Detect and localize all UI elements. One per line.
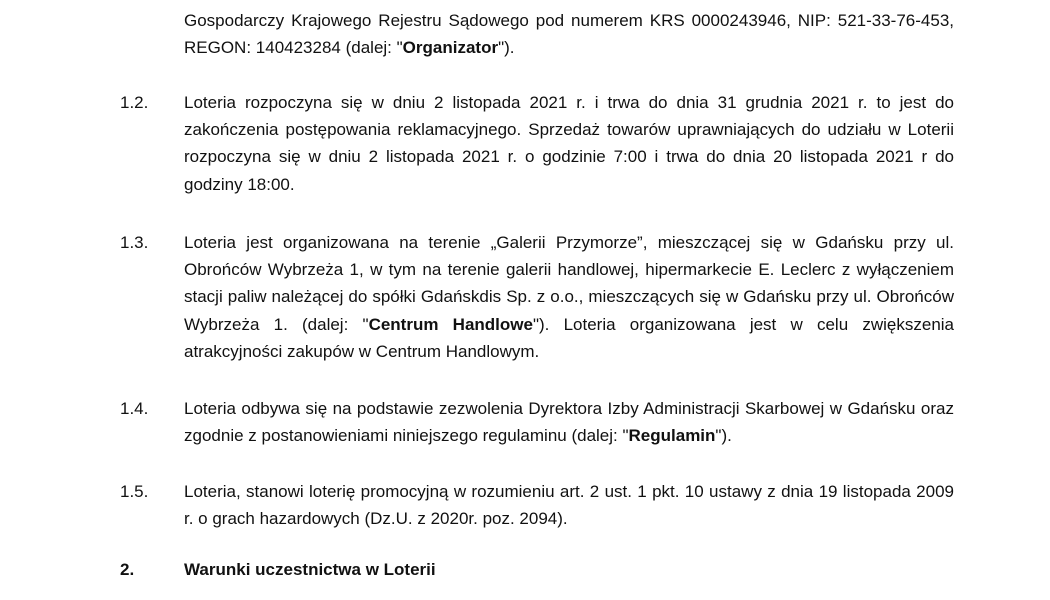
paragraph-number: 1.2. (120, 93, 149, 112)
paragraph-text-part: "). (715, 426, 732, 446)
section-title: Warunki uczestnictwa w Loterii (184, 560, 436, 579)
paragraph-defined-term: Regulamin (628, 426, 716, 446)
paragraph-text-part: Loteria jest organizowana na terenie „Galerii Przymorze”, mieszczącej się w Gdańsku przy ul. Obrońców Wybrzeża 1, w tym na terenie galerii handlowej, hipermarkecie E. Leclerc z wyłączeniem stacji paliw należącej do spółki Gdańskdis Sp. z o.o., mieszczących się w Gdańsku przy ul. Obrońców Wybrzeża 1. (dalej: " (184, 233, 954, 334)
paragraph-text (184, 89, 954, 198)
paragraph-number: 1.4. (120, 399, 149, 418)
continuation-defined-term: Organizator (402, 38, 499, 58)
continuation-text-2: "). (498, 38, 515, 58)
paragraph-text-part: "). Loteria organizowana jest w celu zwiększenia atrakcyjności zakupów w Centrum Handlowym. (184, 314, 955, 361)
paragraph-text (184, 229, 954, 365)
paragraph-number: 1.5. (120, 482, 149, 501)
paragraph-text-part: Loteria odbywa się na podstawie zezwolenia Dyrektora Izby Administracji Skarbowej w Gdańsku oraz zgodnie z postanowieniami niniejszego regulaminu (dalej: " (184, 399, 954, 446)
continuation-text-1: Gospodarczy Krajowego Rejestru Sądowego pod numerem KRS 0000243946, NIP: 521-33-76-453, REGON: 140423284 (dalej: " (184, 11, 954, 58)
paragraph-text-part: Loteria rozpoczyna się w dniu 2 listopada 2021 r. i trwa do dnia 31 grudnia 2021 r. to jest do zakończenia postępowania reklamacyjnego. Sprzedaż towarów uprawniających do udziału w Loterii rozpoczyna się w dniu 2 listopada 2021 r. o godzinie 7:00 i trwa do dnia 20 listopada 2021 r do godziny 18:00. (184, 93, 954, 194)
paragraph-text (184, 478, 954, 532)
paragraph-number: 1.3. (120, 233, 149, 252)
paragraph-defined-term: Centrum Handlowe (368, 314, 533, 334)
paragraph-1-1-continuation (184, 7, 954, 61)
paragraph-text-part: Loteria, stanowi loterię promocyjną w rozumieniu art. 2 ust. 1 pkt. 10 ustawy z dnia 19 listopada 2009 r. o grach hazardowych (Dz.U. z 2020r. poz. 2094). (184, 482, 954, 529)
paragraph-text (184, 395, 954, 449)
section-number: 2. (120, 560, 135, 579)
